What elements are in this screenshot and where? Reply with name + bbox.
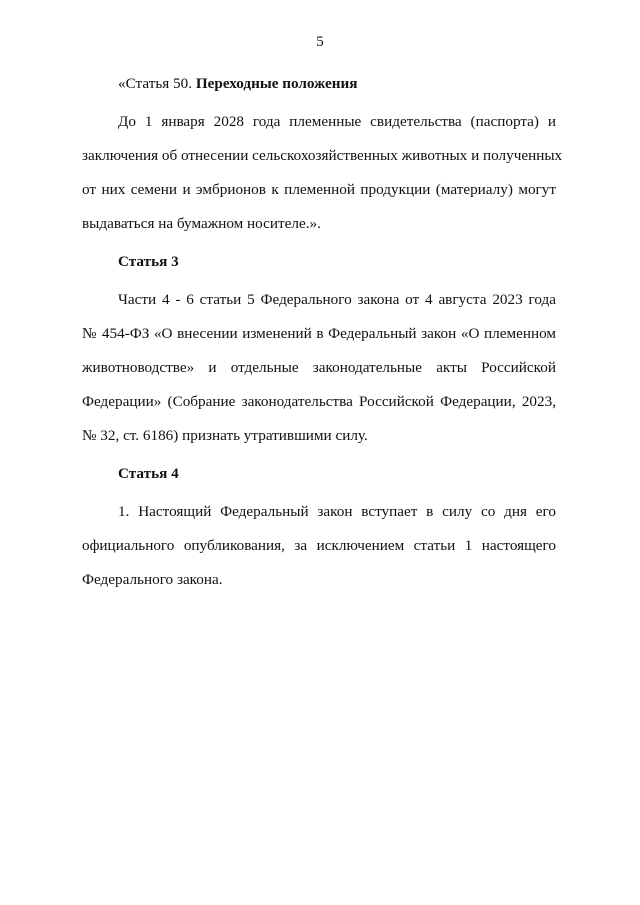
document-body (82, 67, 563, 597)
article-4-line-3: Федерального закона. (82, 571, 223, 588)
article-50-prefix: «Статья 50. (118, 75, 196, 92)
page-number: 5 (316, 34, 324, 50)
article-3-line-2: № 454-ФЗ «О внесении изменений в Федеральный закон «О племенном (82, 325, 556, 342)
article-3-line-3: животноводстве» и отдельные законодательные акты Российской (82, 359, 556, 376)
article-50-line-2: заключения об отнесении сельскохозяйственных животных и полученных (82, 147, 563, 164)
article-3-line-4: Федерации» (Собрание законодательства Российской Федерации, 2023, (82, 393, 556, 410)
article-4-heading: Статья 4 (118, 465, 179, 482)
article-50-title: Переходные положения (195, 75, 358, 92)
article-50-line-1: До 1 января 2028 года племенные свидетельства (паспорта) и (118, 113, 556, 130)
article-4-line-2: официального опубликования, за исключением статьи 1 настоящего (82, 537, 556, 554)
article-50-line-4: выдаваться на бумажном носителе.». (82, 215, 321, 232)
article-3-heading: Статья 3 (118, 253, 179, 270)
article-4-line-1: 1. Настоящий Федеральный закон вступает в силу со дня его (118, 503, 556, 520)
article-3-line-5: № 32, ст. 6186) признать утратившими силу. (82, 427, 368, 444)
article-50-line-3: от них семени и эмбрионов к племенной продукции (материалу) могут (82, 181, 556, 198)
article-50-heading (82, 67, 556, 101)
article-3-line-1: Части 4 - 6 статьи 5 Федерального закона от 4 августа 2023 года (118, 291, 556, 308)
